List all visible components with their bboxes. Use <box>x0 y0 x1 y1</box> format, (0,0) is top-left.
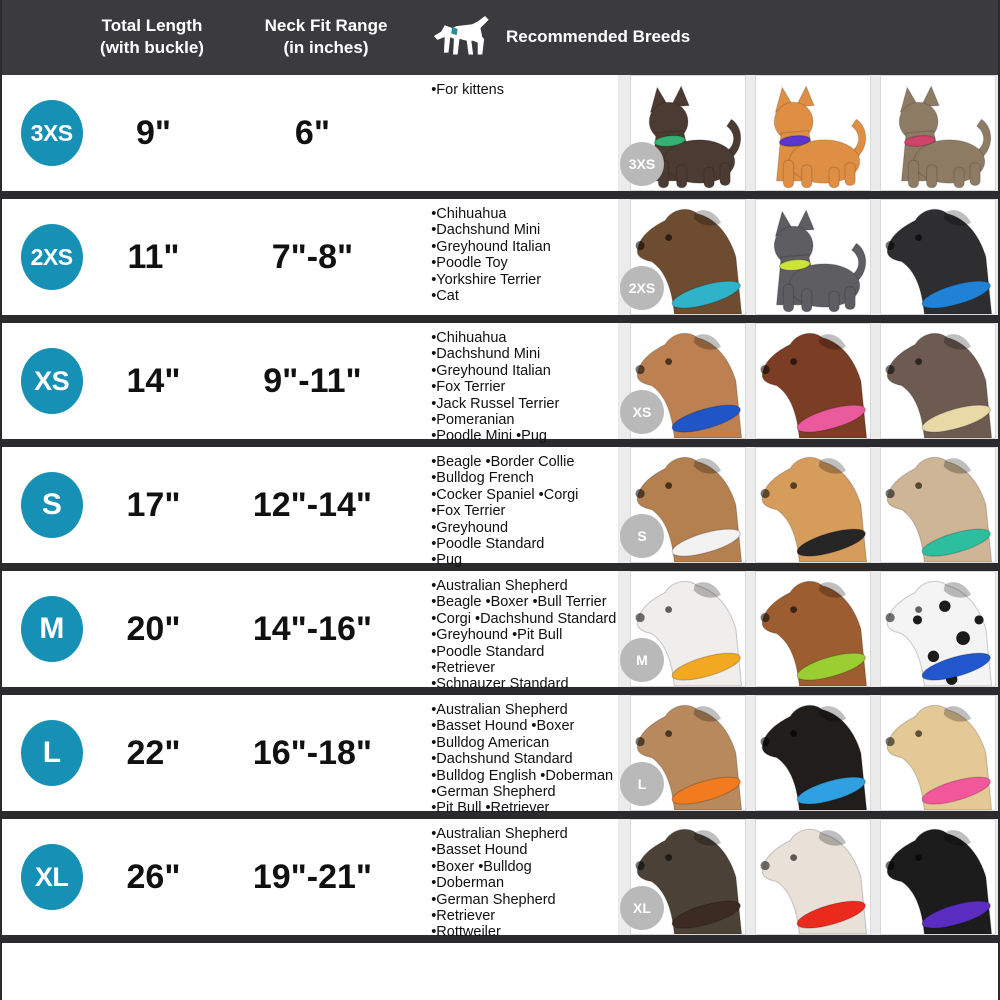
breed-line: •Poodle Mini •Pug <box>431 428 547 445</box>
breed-line: •Greyhound •Pit Bull <box>431 627 563 644</box>
total-length-label-line1: Total Length <box>101 16 203 35</box>
photo-strip <box>618 323 998 439</box>
size-badge-cell <box>2 199 101 315</box>
breed-list <box>419 571 618 693</box>
photo-rottweiler-purple-collar <box>880 819 996 935</box>
breed-line: •Greyhound Italian <box>431 362 551 379</box>
photo-pug-teal-collar <box>880 447 996 563</box>
neck-fit-value: 7"-8" <box>271 237 354 276</box>
breed-line: •Poodle Standard <box>431 536 545 553</box>
breed-list <box>419 447 618 569</box>
size-watermark-badge: S <box>620 514 664 558</box>
breed-line: •Rottweiler <box>431 924 501 941</box>
size-watermark-badge: 3XS <box>620 142 664 186</box>
breed-line: •Basset Hound •Boxer <box>431 718 575 735</box>
total-length-value: 26" <box>126 857 181 896</box>
photo-dachshund-cream-collar <box>880 323 996 439</box>
size-badge: 3XS <box>21 100 83 166</box>
size-badge: M <box>21 596 83 662</box>
neck-fit-value: 9"-11" <box>263 361 362 400</box>
neck-fit-value: 14"-16" <box>252 609 373 648</box>
neck-fit-label-line1: Neck Fit Range <box>264 16 388 35</box>
breed-line: •Bulldog American <box>431 734 550 751</box>
breed-line: •Retriever <box>431 660 496 677</box>
size-watermark-badge: XL <box>620 886 664 930</box>
size-watermark-badge: L <box>620 762 664 806</box>
size-badge-cell <box>2 75 101 191</box>
size-badge-cell <box>2 819 101 935</box>
size-watermark-badge: 2XS <box>620 266 664 310</box>
size-badge: 2XS <box>21 224 83 290</box>
breed-list <box>419 819 618 941</box>
breed-line: •Greyhound <box>431 519 509 536</box>
size-rows-container <box>2 75 998 943</box>
photo-labrador-pink-collar <box>880 695 996 811</box>
breed-line: •German Shepherd <box>431 891 556 908</box>
breed-line: •Boxer •Bulldog <box>431 858 532 875</box>
breed-line: •Fox Terrier <box>431 503 506 520</box>
breed-line: •Australian Shepherd <box>431 702 568 718</box>
breed-list <box>419 323 618 445</box>
total-length-label-line2: (with buckle) <box>100 38 204 58</box>
breed-line: •Dachshund Mini <box>431 346 541 363</box>
photo-corgi-black-collar <box>755 447 871 563</box>
size-row <box>2 75 998 199</box>
total-length-value: 9" <box>135 113 172 152</box>
breed-line: •Doberman <box>431 875 505 892</box>
breed-line: •Australian Shepherd <box>431 826 568 842</box>
size-watermark-badge: XS <box>620 390 664 434</box>
size-badge: L <box>21 720 83 786</box>
breed-line: •Pug <box>431 552 463 569</box>
breed-line: •Bulldog French <box>431 470 534 487</box>
photo-strip <box>618 447 998 563</box>
photo-gray-cat-yellow-green-collar <box>755 199 871 315</box>
breed-line: •Dachshund Mini <box>431 222 541 239</box>
neck-fit-value: 19"-21" <box>252 857 373 896</box>
breed-line: •German Shepherd <box>431 784 556 801</box>
column-header-total-length <box>52 15 252 60</box>
size-row <box>2 199 998 323</box>
neck-fit-value: 6" <box>294 113 330 152</box>
breed-line: •Greyhound Italian <box>431 238 551 255</box>
column-header-neck-fit <box>235 15 417 60</box>
breed-list <box>419 199 618 315</box>
breed-line: •Cat <box>431 288 459 305</box>
breed-line: •Poodle Toy <box>431 255 508 272</box>
photo-boxer-green-collar <box>755 571 871 687</box>
photo-strip <box>618 695 998 811</box>
size-badge-cell <box>2 447 101 563</box>
breed-line: •Beagle •Border Collie <box>431 454 575 470</box>
total-length-value: 17" <box>126 485 181 524</box>
breed-line: •For kittens <box>431 82 504 98</box>
breed-line: •Fox Terrier <box>431 379 506 396</box>
size-row <box>2 447 998 571</box>
photo-doberman-blue-collar <box>755 695 871 811</box>
size-badge-cell <box>2 695 101 811</box>
breed-line: •Dachshund Standard <box>431 751 573 768</box>
size-badge-cell <box>2 323 101 439</box>
photo-miniature-pinscher-pink-collar <box>755 323 871 439</box>
photo-strip <box>618 75 998 191</box>
breed-line: •Basset Hound <box>431 842 528 859</box>
breed-line: •Australian Shepherd <box>431 578 568 594</box>
total-length-value: 22" <box>126 733 181 772</box>
neck-fit-label-line2: (in inches) <box>283 38 369 58</box>
size-badge: S <box>21 472 83 538</box>
breed-list <box>419 75 618 191</box>
table-header <box>2 0 998 75</box>
total-length-value: 14" <box>126 361 181 400</box>
neck-fit-value: 12"-14" <box>252 485 373 524</box>
column-header-recommended-breeds: Recommended Breeds <box>506 27 691 46</box>
breed-line: •Chihuahua <box>431 206 507 222</box>
photo-strip <box>618 819 998 935</box>
size-row <box>2 819 998 943</box>
photo-boston-terrier-blue-collar <box>880 199 996 315</box>
breed-list <box>419 695 618 817</box>
breed-line: •Cocker Spaniel •Corgi <box>431 486 579 503</box>
breed-line: •Pomeranian <box>431 412 515 429</box>
size-watermark-badge: M <box>620 638 664 682</box>
total-length-value: 20" <box>126 609 181 648</box>
breed-line: •Yorkshire Terrier <box>431 271 542 288</box>
size-badge: XS <box>21 348 83 414</box>
breed-line: •Schnauzer Standard <box>431 676 569 693</box>
size-row <box>2 323 998 447</box>
breed-line: •Jack Russel Terrier <box>431 395 560 412</box>
photo-strip <box>618 199 998 315</box>
breed-line: •Retriever <box>431 908 496 925</box>
breed-line: •Pit Bull •Retriever <box>431 800 550 817</box>
size-badge: XL <box>21 844 83 910</box>
breed-line: •Bulldog English •Doberman <box>431 767 614 784</box>
size-row <box>2 571 998 695</box>
photo-dalmatian-blue-collar <box>880 571 996 687</box>
dog-with-collar-icon <box>432 15 496 61</box>
photo-strip <box>618 571 998 687</box>
size-row <box>2 695 998 819</box>
photo-bulldog-red-collar <box>755 819 871 935</box>
neck-fit-value: 16"-18" <box>252 733 373 772</box>
breed-line: •Chihuahua <box>431 330 507 346</box>
photo-kitten-ginger-purple-collar <box>755 75 871 191</box>
breed-line: •Poodle Standard <box>431 643 545 660</box>
total-length-value: 11" <box>127 237 180 276</box>
breed-line: •Beagle •Boxer •Bull Terrier <box>431 594 607 611</box>
photo-kitten-tabby-pink-collar <box>880 75 996 191</box>
breed-line: •Corgi •Dachshund Standard <box>431 610 617 627</box>
size-badge-cell <box>2 571 101 687</box>
